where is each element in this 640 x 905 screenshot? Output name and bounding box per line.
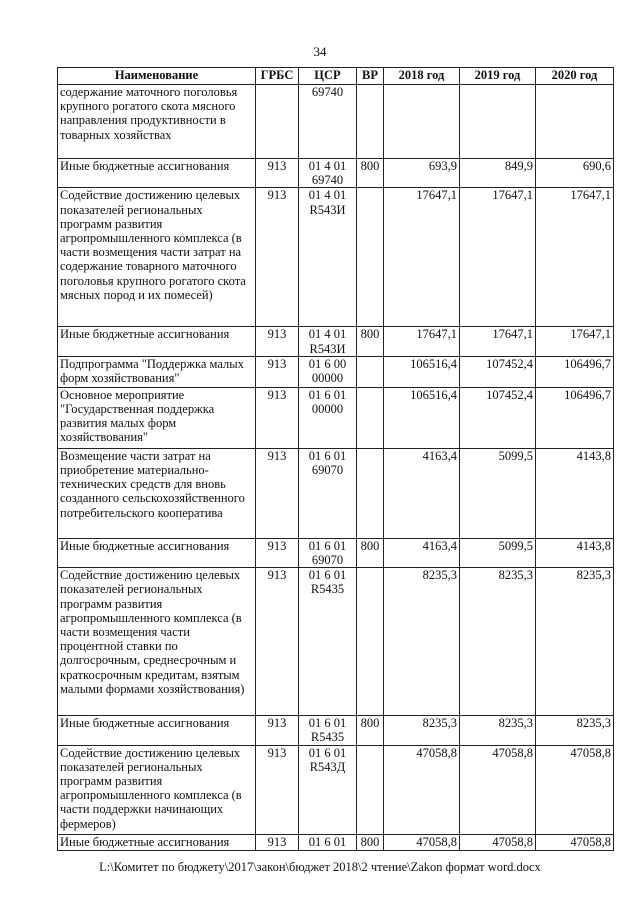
cell-csr: 01 6 01 69070: [299, 448, 357, 538]
cell-2019: 8235,3: [460, 716, 536, 745]
table-header-row: [58, 68, 614, 85]
cell-vr: [357, 188, 384, 327]
cell-vr: 800: [357, 327, 384, 356]
cell-grbs: 913: [256, 387, 299, 448]
cell-2019: 47058,8: [460, 834, 536, 850]
cell-vr: [357, 387, 384, 448]
cell-2020: 17647,1: [536, 327, 614, 356]
cell-2019: 5099,5: [460, 448, 536, 538]
cell-2019: 107452,4: [460, 356, 536, 387]
cell-csr: 01 4 01 R543И: [299, 327, 357, 356]
cell-name: Возмещение части затрат на приобретение материально-технических средств для вновь созданного сельскохозяйственного потребительского кооператива: [58, 448, 256, 538]
cell-2020: [536, 85, 614, 159]
cell-2020: 4143,8: [536, 448, 614, 538]
cell-2020: 4143,8: [536, 538, 614, 567]
cell-2018: 17647,1: [384, 188, 460, 327]
table-row: [58, 538, 614, 567]
cell-2018: 8235,3: [384, 568, 460, 716]
cell-vr: [357, 568, 384, 716]
cell-vr: 800: [357, 834, 384, 850]
header-2018: 2018 год: [384, 68, 460, 85]
cell-2020: 47058,8: [536, 834, 614, 850]
cell-vr: 800: [357, 159, 384, 188]
header-name: Наименование: [58, 68, 256, 85]
cell-2019: 8235,3: [460, 568, 536, 716]
table-row: [58, 448, 614, 538]
cell-2019: 5099,5: [460, 538, 536, 567]
table-row: [58, 387, 614, 448]
cell-2018: 8235,3: [384, 716, 460, 745]
cell-name: Иные бюджетные ассигнования: [58, 159, 256, 188]
cell-name: Иные бюджетные ассигнования: [58, 327, 256, 356]
cell-2018: 4163,4: [384, 448, 460, 538]
cell-grbs: 913: [256, 716, 299, 745]
cell-2018: 17647,1: [384, 327, 460, 356]
table-row: [58, 745, 614, 834]
table-row: [58, 327, 614, 356]
table-row: [58, 159, 614, 188]
header-csr: ЦСР: [299, 68, 357, 85]
cell-csr: 01 6 00 00000: [299, 356, 357, 387]
header-grbs: ГРБС: [256, 68, 299, 85]
cell-2018: 47058,8: [384, 834, 460, 850]
cell-grbs: 913: [256, 327, 299, 356]
cell-2019: 107452,4: [460, 387, 536, 448]
cell-csr: 01 6 01 R5435: [299, 568, 357, 716]
file-path-footer: L:\Комитет по бюджету\2017\закон\бюджет 2018\2 чтение\Zakon формат word.docx: [99, 860, 541, 874]
table-row: [58, 716, 614, 745]
cell-csr: 01 4 01 69740: [299, 159, 357, 188]
cell-2018: 106516,4: [384, 387, 460, 448]
cell-vr: 800: [357, 538, 384, 567]
cell-name: Содействие достижению целевых показателей региональных программ развития агропромышленного комплекса (в части возмещения части затрат на содержание товарного маточного поголовья крупного рогатого скота мясных пород и их помесей): [58, 188, 256, 327]
cell-2018: [384, 85, 460, 159]
header-2019: 2019 год: [460, 68, 536, 85]
cell-2018: 47058,8: [384, 745, 460, 834]
cell-grbs: [256, 85, 299, 159]
cell-csr: 01 6 01 00000: [299, 387, 357, 448]
cell-grbs: 913: [256, 568, 299, 716]
cell-grbs: 913: [256, 538, 299, 567]
cell-2018: 4163,4: [384, 538, 460, 567]
cell-name: Основное мероприятие "Государственная поддержка развития малых форм хозяйствования": [58, 387, 256, 448]
cell-csr: 01 6 01 69070: [299, 538, 357, 567]
table-row: [58, 85, 614, 159]
cell-name: Иные бюджетные ассигнования: [58, 716, 256, 745]
cell-grbs: 913: [256, 159, 299, 188]
cell-vr: [357, 356, 384, 387]
cell-2020: 8235,3: [536, 568, 614, 716]
cell-csr: 01 6 01: [299, 834, 357, 850]
cell-2020: 47058,8: [536, 745, 614, 834]
cell-csr: 01 6 01 R5435: [299, 716, 357, 745]
cell-name: содержание маточного поголовья крупного рогатого скота мясного направления продуктивности в товарных хозяйствах: [58, 85, 256, 159]
cell-2020: 8235,3: [536, 716, 614, 745]
table-row: [58, 568, 614, 716]
header-2020: 2020 год: [536, 68, 614, 85]
cell-2019: 47058,8: [460, 745, 536, 834]
cell-vr: [357, 745, 384, 834]
cell-2018: 693,9: [384, 159, 460, 188]
table-row: [58, 188, 614, 327]
cell-2020: 17647,1: [536, 188, 614, 327]
cell-name: Иные бюджетные ассигнования: [58, 834, 256, 850]
cell-name: Содействие достижению целевых показателей региональных программ развития агропромышленного комплекса (в части возмещения части процентной ставки по долгосрочным, среднесрочным и краткосрочным кредитам, взятым малыми формами хозяйствования): [58, 568, 256, 716]
cell-grbs: 913: [256, 356, 299, 387]
cell-2019: 17647,1: [460, 188, 536, 327]
cell-grbs: 913: [256, 188, 299, 327]
cell-csr: 01 4 01 R543И: [299, 188, 357, 327]
page-number: 34: [313, 44, 327, 59]
cell-name: Содействие достижению целевых показателей региональных программ развития агропромышленного комплекса (в части поддержки начинающих фермеров): [58, 745, 256, 834]
cell-name: Иные бюджетные ассигнования: [58, 538, 256, 567]
table-row: [58, 834, 614, 850]
budget-table: [57, 67, 614, 851]
cell-grbs: 913: [256, 448, 299, 538]
header-vr: ВР: [357, 68, 384, 85]
cell-2018: 106516,4: [384, 356, 460, 387]
cell-2019: [460, 85, 536, 159]
cell-vr: 800: [357, 716, 384, 745]
cell-2020: 106496,7: [536, 387, 614, 448]
cell-grbs: 913: [256, 834, 299, 850]
cell-name: Подпрограмма "Поддержка малых форм хозяйствования": [58, 356, 256, 387]
cell-csr: 01 6 01 R543Д: [299, 745, 357, 834]
cell-2019: 17647,1: [460, 327, 536, 356]
cell-2020: 690,6: [536, 159, 614, 188]
cell-2020: 106496,7: [536, 356, 614, 387]
table-row: [58, 356, 614, 387]
cell-grbs: 913: [256, 745, 299, 834]
cell-vr: [357, 448, 384, 538]
cell-2019: 849,9: [460, 159, 536, 188]
cell-vr: [357, 85, 384, 159]
cell-csr: 69740: [299, 85, 357, 159]
